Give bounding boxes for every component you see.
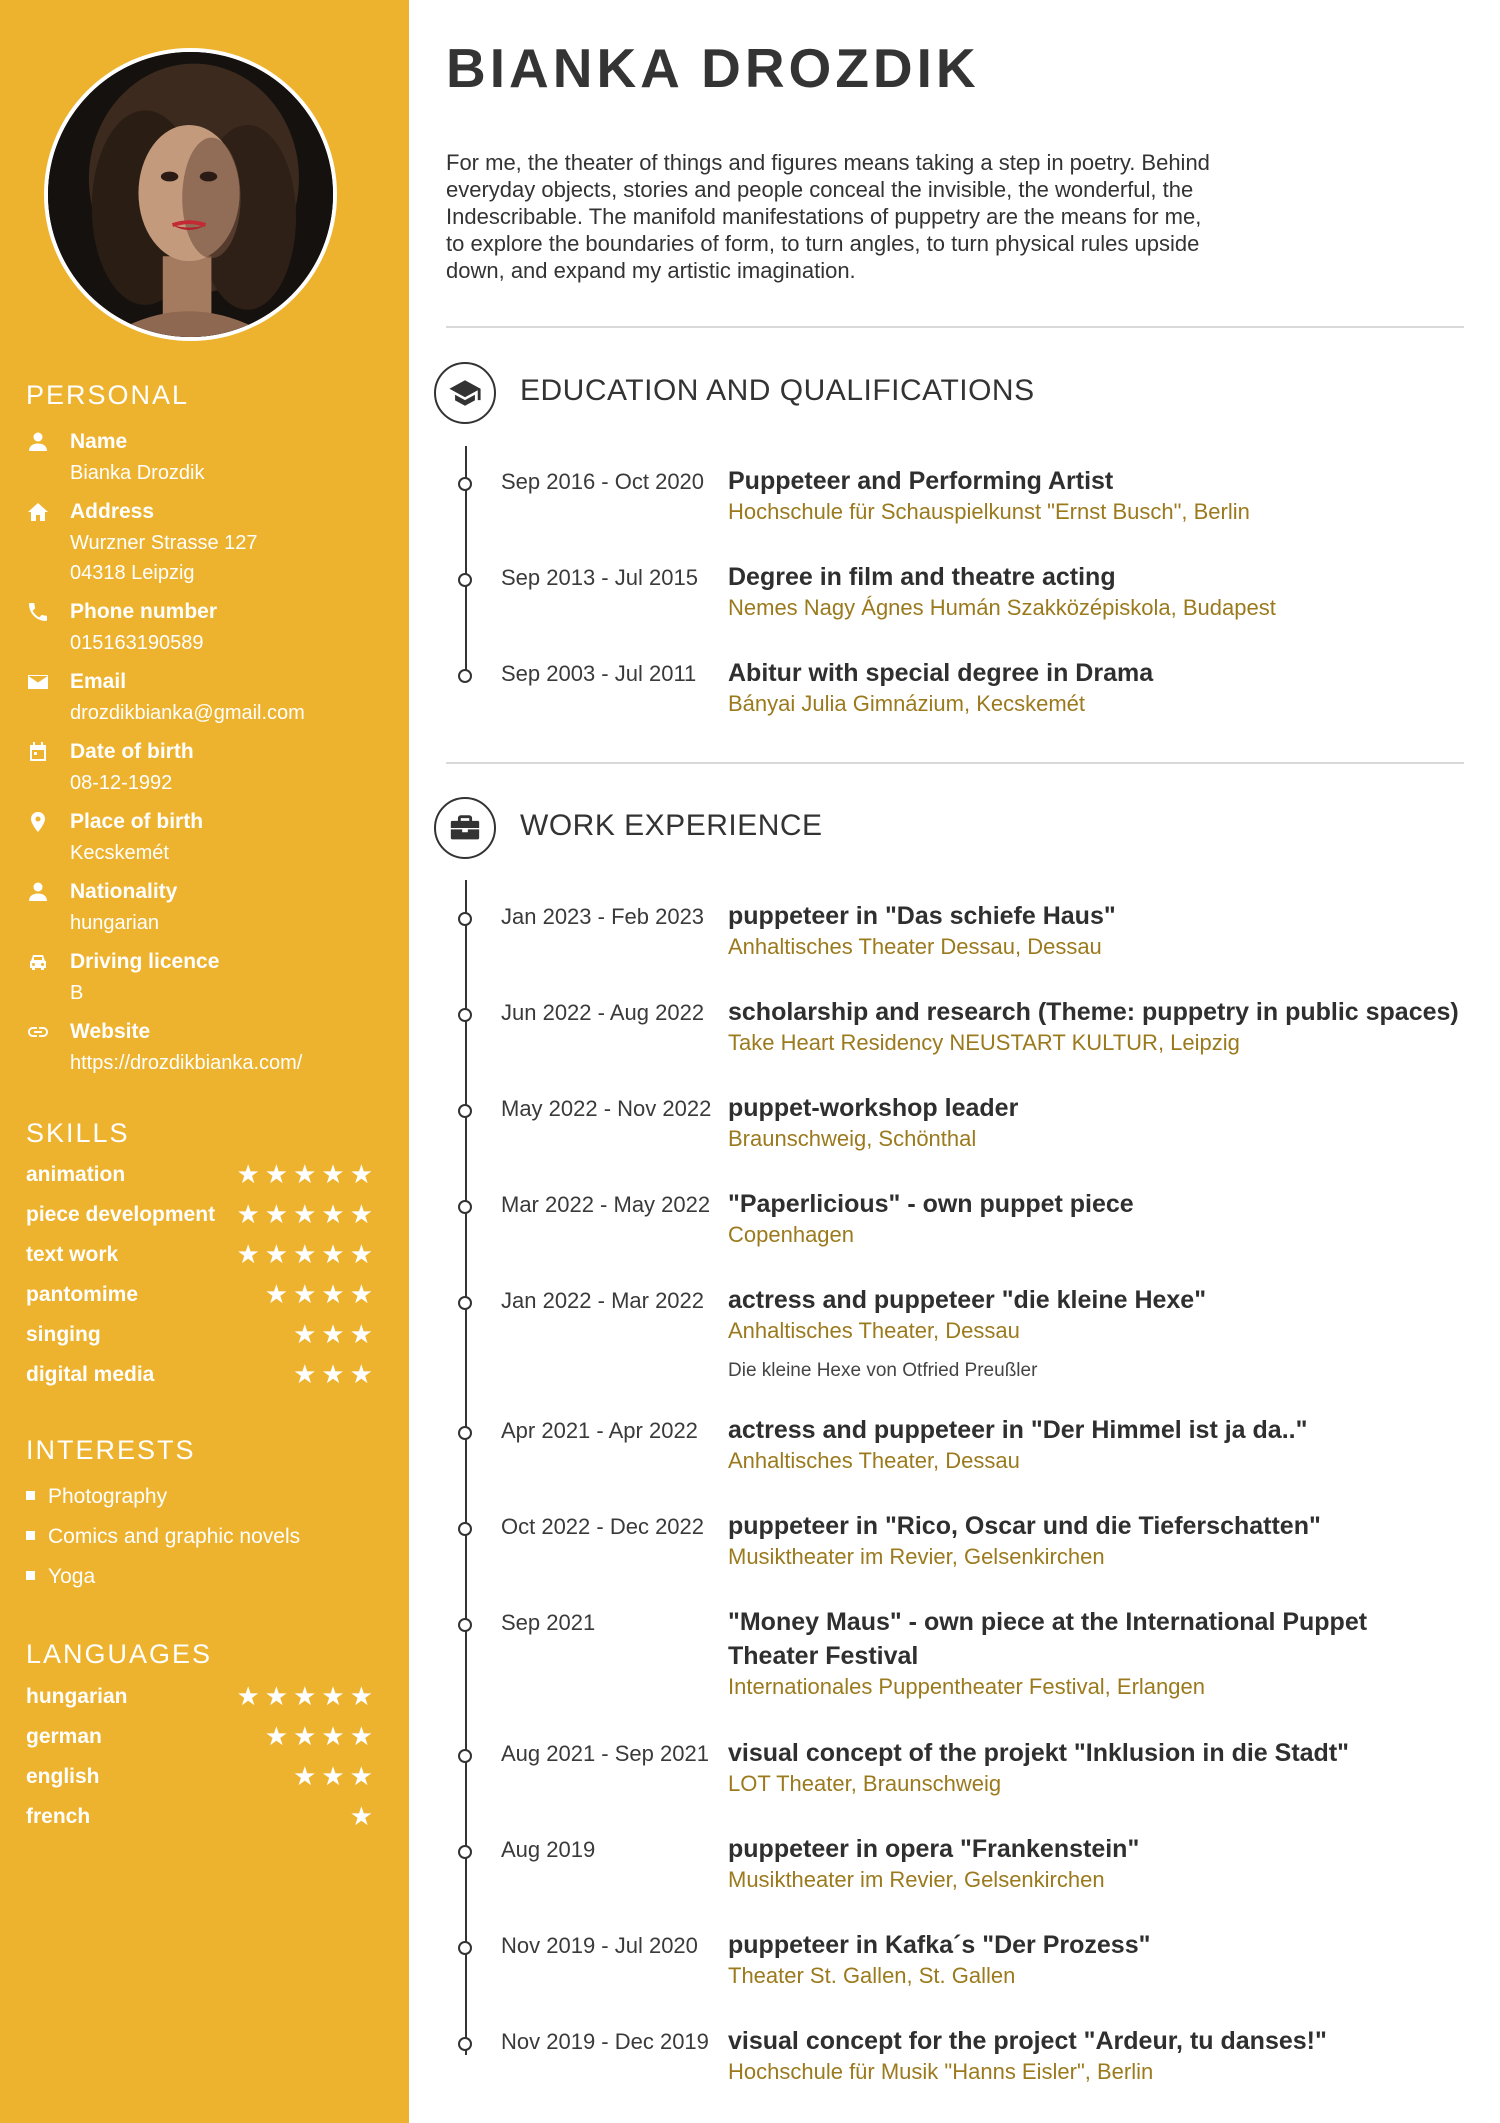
email-icon [26, 670, 50, 694]
entry-date: Sep 2013 - Jul 2015 [501, 565, 698, 590]
interest-label: Yoga [48, 1565, 96, 1588]
skill-row [26, 1280, 378, 1310]
language-row [26, 1722, 378, 1752]
timeline-dot [458, 477, 472, 491]
star-rating: ★★★★★ [236, 1199, 378, 1229]
star-rating: ★★★ [293, 1359, 378, 1389]
timeline-dot [458, 669, 472, 683]
entry-date: Sep 2021 [501, 1610, 596, 1635]
star-rating: ★★★★ [264, 1279, 378, 1309]
profile-photo [44, 48, 337, 341]
timeline-dot [458, 1522, 472, 1536]
interest-item [26, 1482, 167, 1512]
work-timeline [465, 880, 467, 2055]
entry-title: actress and puppeteer in "Der Himmel ist ja da.." [728, 1416, 1308, 1444]
personal-value: Kecskemét [70, 842, 169, 864]
entry-place: Hochschule für Musik "Hanns Eisler", Berlin [728, 2059, 1154, 2084]
timeline-dot [458, 1104, 472, 1118]
entry-title: Abitur with special degree in Drama [728, 659, 1154, 687]
star-rating: ★★★★★ [236, 1239, 378, 1269]
entry-date: Aug 2019 [501, 1837, 596, 1862]
skill-name: animation [26, 1163, 126, 1186]
skill-row [26, 1240, 378, 1270]
work-section-icon [434, 797, 496, 859]
page-title: BIANKA DROZDIK [446, 37, 980, 99]
language-row [26, 1682, 378, 1712]
location-pin-icon [26, 810, 50, 834]
interest-label: Photography [48, 1485, 168, 1508]
interest-label: Comics and graphic novels [48, 1525, 301, 1548]
entry-place: Copenhagen [728, 1222, 855, 1247]
entry-note: Die kleine Hexe von Otfried Preußler [728, 1360, 1038, 1381]
personal-label: Name [70, 430, 128, 453]
skill-name: pantomime [26, 1283, 139, 1306]
entry-date: Jan 2023 - Feb 2023 [501, 904, 705, 929]
language-name: english [26, 1765, 100, 1788]
divider [446, 326, 1464, 328]
link-icon [26, 1020, 50, 1044]
entry-date: Apr 2021 - Apr 2022 [501, 1418, 698, 1443]
entry-title: "Money Maus" - own piece at the International Puppet Theater Festival [728, 1608, 1368, 1670]
entry-title: puppeteer in "Rico, Oscar und die Tieferschatten" [728, 1512, 1321, 1540]
entry-place: Hochschule für Schauspielkunst "Ernst Busch", Berlin [728, 499, 1250, 524]
entry-place: Anhaltisches Theater Dessau, Dessau [728, 934, 1102, 959]
timeline-dot [458, 912, 472, 926]
language-name: french [26, 1805, 91, 1828]
entry-date: Jan 2022 - Mar 2022 [501, 1288, 705, 1313]
intro-paragraph: For me, the theater of things and figures means taking a step in poetry. Behind everyday objects, stories and people conceal the invisible, the wonderful, the Indescribable. The manifold manifestations of puppetry are the means for me, to explore the boundaries of form, to turn angles, to turn physical rules upside down, and expand my artistic imagination. [446, 150, 1210, 283]
entry-place: Internationales Puppentheater Festival, Erlangen [728, 1674, 1205, 1699]
personal-value-line2: 04318 Leipzig [70, 562, 195, 584]
personal-value: Wurzner Strasse 127 [70, 532, 258, 554]
timeline-dot [458, 1941, 472, 1955]
entry-title: visual concept of the projekt "Inklusion in die Stadt" [728, 1739, 1350, 1767]
star-rating: ★ [349, 1801, 378, 1831]
briefcase-icon [448, 811, 482, 845]
entry-title: Degree in film and theatre acting [728, 563, 1116, 591]
interest-item [26, 1562, 95, 1592]
timeline-dot [458, 1296, 472, 1310]
entry-date: Aug 2021 - Sep 2021 [501, 1741, 709, 1766]
personal-value: B [70, 982, 84, 1004]
skill-name: digital media [26, 1363, 155, 1386]
timeline-dot [458, 2037, 472, 2051]
interest-item [26, 1522, 300, 1552]
personal-value: Bianka Drozdik [70, 462, 205, 484]
entry-place: Nemes Nagy Ágnes Humán Szakközépiskola, Budapest [728, 595, 1276, 620]
star-rating: ★★★★ [264, 1721, 378, 1751]
portrait-image [48, 52, 333, 337]
personal-value: 08-12-1992 [70, 772, 173, 794]
personal-label: Driving licence [70, 950, 220, 973]
car-icon [26, 950, 50, 974]
skill-name: piece development [26, 1203, 216, 1226]
personal-value[interactable]: drozdikbianka@gmail.com [70, 702, 305, 724]
person-icon [26, 880, 50, 904]
entry-place: Musiktheater im Revier, Gelsenkirchen [728, 1544, 1105, 1569]
timeline-dot [458, 1008, 472, 1022]
entry-date: Mar 2022 - May 2022 [501, 1192, 711, 1217]
timeline-dot [458, 573, 472, 587]
bullet-icon [26, 1571, 35, 1580]
skill-row [26, 1160, 378, 1190]
personal-label: Website [70, 1020, 151, 1043]
entry-date: Nov 2019 - Jul 2020 [501, 1933, 698, 1958]
skills-heading: SKILLS [26, 1118, 130, 1148]
education-section-title: EDUCATION AND QUALIFICATIONS [520, 374, 1035, 407]
language-row [26, 1802, 378, 1832]
home-icon [26, 500, 50, 524]
graduation-cap-icon [448, 376, 482, 410]
timeline-dot [458, 1749, 472, 1763]
entry-place: Theater St. Gallen, St. Gallen [728, 1963, 1016, 1988]
star-rating: ★★★★★ [236, 1681, 378, 1711]
education-section-icon [434, 362, 496, 424]
entry-date: Oct 2022 - Dec 2022 [501, 1514, 705, 1539]
entry-date: Sep 2016 - Oct 2020 [501, 469, 705, 494]
bullet-icon [26, 1531, 35, 1540]
entry-title: actress and puppeteer "die kleine Hexe" [728, 1286, 1207, 1314]
entry-date: Nov 2019 - Dec 2019 [501, 2029, 709, 2054]
entry-title: puppeteer in Kafka´s "Der Prozess" [728, 1931, 1151, 1959]
personal-value: 015163190589 [70, 632, 204, 654]
sidebar [0, 0, 409, 2123]
personal-value: hungarian [70, 912, 159, 934]
entry-place: Take Heart Residency NEUSTART KULTUR, Leipzig [728, 1030, 1240, 1055]
skill-row [26, 1320, 378, 1350]
phone-icon [26, 600, 50, 624]
entry-place: Musiktheater im Revier, Gelsenkirchen [728, 1867, 1105, 1892]
personal-label: Nationality [70, 880, 178, 903]
language-row [26, 1762, 378, 1792]
skill-row [26, 1360, 378, 1390]
star-rating: ★★★ [293, 1319, 378, 1349]
entry-place: Anhaltisches Theater, Dessau [728, 1318, 1020, 1343]
personal-label: Email [70, 670, 127, 693]
languages-heading: LANGUAGES [26, 1639, 213, 1669]
star-rating: ★★★★★ [236, 1159, 378, 1189]
entry-title: scholarship and research (Theme: puppetry in public spaces) [728, 998, 1459, 1026]
entry-date: Sep 2003 - Jul 2011 [501, 661, 697, 686]
skill-name: singing [26, 1323, 101, 1346]
entry-date: Jun 2022 - Aug 2022 [501, 1000, 705, 1025]
timeline-dot [458, 1200, 472, 1214]
personal-label: Place of birth [70, 810, 204, 833]
language-name: hungarian [26, 1685, 128, 1708]
language-name: german [26, 1725, 102, 1748]
interests-heading: INTERESTS [26, 1435, 196, 1465]
entry-title: visual concept for the project "Ardeur, tu danses!" [728, 2027, 1327, 2055]
personal-value[interactable]: https://drozdikbianka.com/ [70, 1052, 303, 1074]
skill-name: text work [26, 1243, 119, 1266]
entry-title: "Paperlicious" - own puppet piece [728, 1190, 1134, 1218]
entry-place: Braunschweig, Schönthal [728, 1126, 977, 1151]
entry-title: Puppeteer and Performing Artist [728, 467, 1114, 495]
personal-label: Date of birth [70, 740, 194, 763]
timeline-dot [458, 1426, 472, 1440]
personal-label: Phone number [70, 600, 218, 623]
bullet-icon [26, 1491, 35, 1500]
entry-title: puppeteer in opera "Frankenstein" [728, 1835, 1140, 1863]
timeline-dot [458, 1618, 472, 1632]
personal-label: Address [70, 500, 155, 523]
timeline-dot [458, 1845, 472, 1859]
divider [446, 762, 1464, 764]
star-rating: ★★★ [293, 1761, 378, 1791]
entry-title: puppet-workshop leader [728, 1094, 1019, 1122]
entry-place: Anhaltisches Theater, Dessau [728, 1448, 1020, 1473]
entry-title: puppeteer in "Das schiefe Haus" [728, 902, 1116, 930]
entry-date: May 2022 - Nov 2022 [501, 1096, 712, 1121]
skill-row [26, 1200, 378, 1230]
person-icon [26, 430, 50, 454]
entry-place: LOT Theater, Braunschweig [728, 1771, 1002, 1796]
entry-place: Bányai Julia Gimnázium, Kecskemét [728, 691, 1086, 716]
personal-heading: PERSONAL [26, 380, 190, 410]
work-section-title: WORK EXPERIENCE [520, 809, 823, 842]
calendar-icon [26, 740, 50, 764]
